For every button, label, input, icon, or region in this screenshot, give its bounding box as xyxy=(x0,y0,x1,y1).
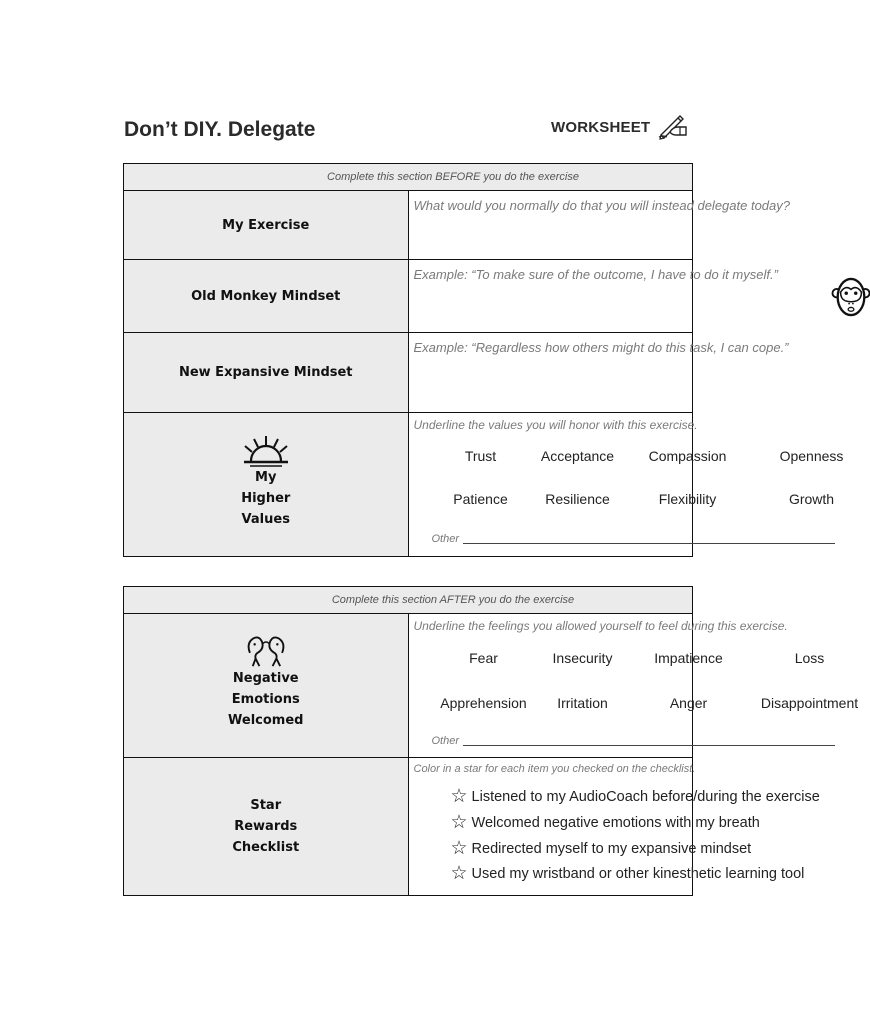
value-patience[interactable]: Patience xyxy=(453,491,508,507)
my-exercise-prompt: What would you normally do that you will instead delegate today? xyxy=(413,198,790,213)
emotions-label: Negative Emotions Welcomed xyxy=(228,671,304,728)
faces-icon xyxy=(245,634,287,668)
star-item[interactable]: ☆ Listened to my AudioCoach before/during the exercise xyxy=(450,786,820,807)
worksheet-label: WORKSHEET xyxy=(551,119,651,136)
value-openness[interactable]: Openness xyxy=(779,448,844,464)
star-item[interactable]: ☆ Used my wristband or other kinesthetic learning tool xyxy=(450,863,805,884)
emotion-loss[interactable]: Loss xyxy=(794,650,825,666)
old-mindset-field[interactable] xyxy=(408,260,778,333)
emotions-field xyxy=(408,614,859,758)
after-section-table xyxy=(123,586,859,896)
new-mindset-label: New Expansive Mindset xyxy=(124,333,409,413)
emotion-disappointment[interactable]: Disappointment xyxy=(760,695,859,711)
monkey-face-icon xyxy=(832,276,870,318)
star-checklist-field xyxy=(408,758,820,896)
emotions-label-cell xyxy=(124,614,409,758)
higher-values-prompt: Underline the values you will honor with this exercise. xyxy=(413,418,698,432)
old-mindset-prompt: Example: “To make sure of the outcome, I have to do it myself.” xyxy=(413,267,778,282)
star-icon[interactable]: ☆ xyxy=(450,838,468,859)
higher-values-field xyxy=(408,413,844,557)
old-mindset-label: Old Monkey Mindset xyxy=(124,260,409,333)
my-exercise-field[interactable] xyxy=(408,191,790,260)
value-trust[interactable]: Trust xyxy=(464,448,497,464)
emotions-other-label: Other xyxy=(431,735,460,747)
value-compassion[interactable]: Compassion xyxy=(648,448,727,464)
new-mindset-prompt: Example: “Regardless how others might do this task, I can cope.” xyxy=(413,340,789,355)
emotion-anger[interactable]: Anger xyxy=(669,695,708,711)
star-checklist-prompt: Color in a star for each item you checked on the checklist. xyxy=(413,763,696,775)
before-section-table xyxy=(123,163,844,557)
star-checklist-label: Star Rewards Checklist xyxy=(124,758,409,896)
values-other-field[interactable] xyxy=(432,533,836,545)
value-growth[interactable]: Growth xyxy=(788,491,835,507)
emotion-irritation[interactable]: Irritation xyxy=(557,695,608,711)
hand-writing-icon xyxy=(658,113,690,139)
emotions-prompt: Underline the feelings you allowed yourself to feel during this exercise. xyxy=(413,619,788,633)
value-resilience[interactable]: Resilience xyxy=(545,491,610,507)
values-other-label: Other xyxy=(431,533,460,545)
higher-values-label-cell xyxy=(124,413,409,557)
my-exercise-label: My Exercise xyxy=(124,191,409,260)
star-item[interactable]: ☆ Redirected myself to my expansive mindset xyxy=(450,838,752,859)
emotion-fear[interactable]: Fear xyxy=(469,650,498,666)
emotion-apprehension[interactable]: Apprehension xyxy=(440,695,527,711)
star-icon[interactable]: ☆ xyxy=(450,812,468,833)
new-mindset-field[interactable] xyxy=(408,333,789,413)
star-item[interactable]: ☆ Welcomed negative emotions with my breath xyxy=(450,812,760,833)
value-acceptance[interactable]: Acceptance xyxy=(540,448,615,464)
star-icon[interactable]: ☆ xyxy=(450,786,468,807)
emotions-other-field[interactable] xyxy=(432,735,836,747)
value-flexibility[interactable]: Flexibility xyxy=(658,491,717,507)
higher-values-label: My Higher Values xyxy=(241,470,291,527)
after-section-header: Complete this section AFTER you do the exercise xyxy=(124,587,693,614)
sunrise-icon xyxy=(242,435,290,467)
before-section-header: Complete this section BEFORE you do the exercise xyxy=(124,164,693,191)
emotion-impatience[interactable]: Impatience xyxy=(654,650,723,666)
emotion-insecurity[interactable]: Insecurity xyxy=(552,650,613,666)
star-icon[interactable]: ☆ xyxy=(450,863,468,884)
page-title: Don’t DIY. Delegate xyxy=(124,118,316,141)
